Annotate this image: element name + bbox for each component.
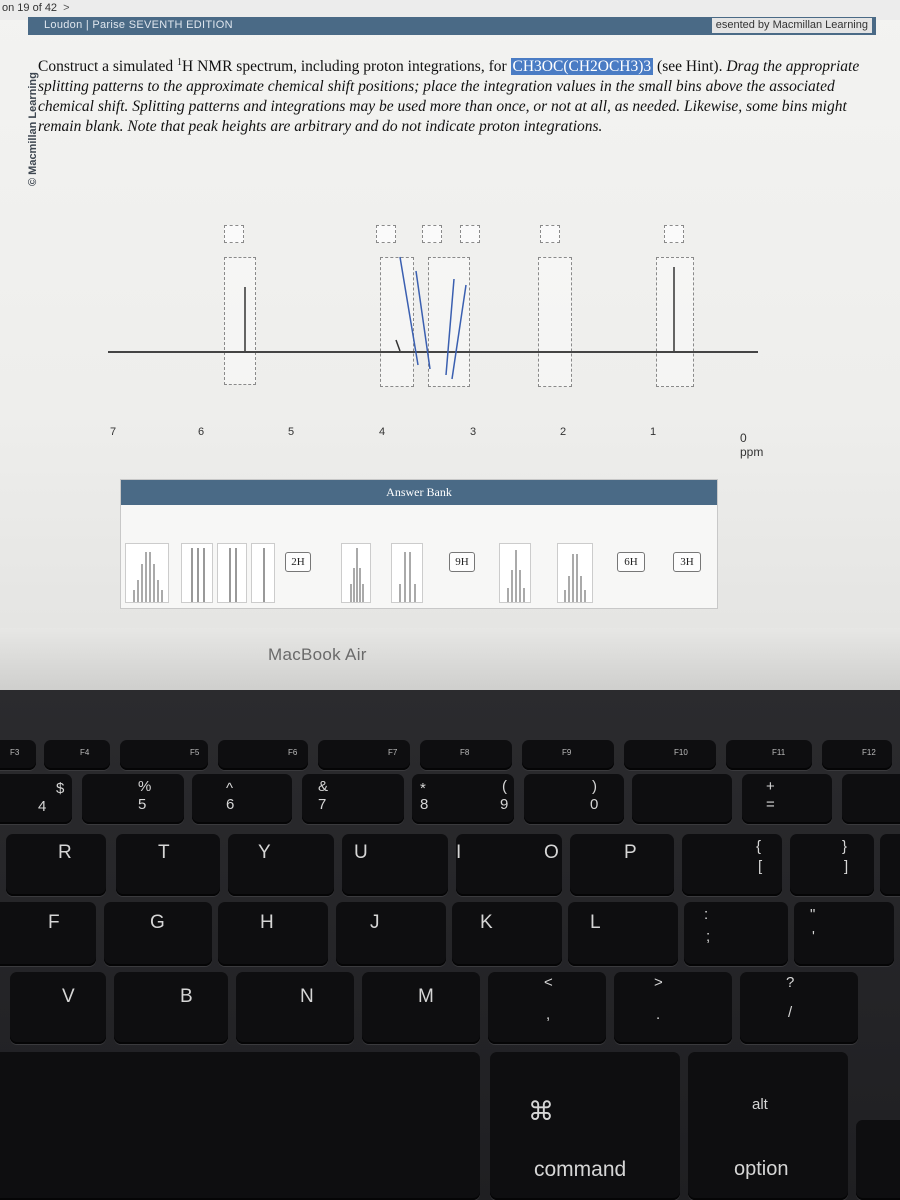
key-label: [	[758, 858, 763, 875]
command-symbol: ⌘	[528, 1096, 554, 1126]
key-label: 0	[590, 796, 599, 813]
key-j[interactable]	[336, 902, 446, 966]
question-superscript: 1	[177, 57, 183, 68]
key-f3[interactable]	[0, 740, 36, 770]
key-4[interactable]	[0, 774, 72, 824]
key-label: .	[656, 1006, 661, 1023]
answer-bank-items	[121, 505, 717, 609]
key-y[interactable]	[228, 834, 334, 896]
key-g[interactable]	[104, 902, 212, 966]
key-8[interactable]	[412, 774, 514, 824]
integration-chip[interactable]: 3H	[673, 552, 701, 572]
peak-line	[452, 285, 466, 379]
key-u[interactable]	[342, 834, 448, 896]
key-label: 7	[318, 796, 327, 813]
question-part1: Construct a simulated	[38, 58, 178, 76]
key-label: B	[180, 986, 193, 1007]
key-period[interactable]	[614, 972, 732, 1044]
key-v[interactable]	[10, 972, 106, 1044]
key-label: &	[318, 778, 329, 795]
next-question-button[interactable]: >	[63, 2, 70, 14]
multiplet-pattern-icon[interactable]	[125, 543, 169, 603]
ppm-tick: 3	[470, 426, 477, 438]
key-5[interactable]	[82, 774, 184, 824]
key-p[interactable]	[624, 834, 782, 896]
key-label: F	[48, 912, 60, 933]
option-label: option	[734, 1158, 789, 1180]
quartet-pattern-icon[interactable]	[391, 543, 423, 603]
key-label: >	[654, 974, 663, 991]
key-comma[interactable]	[488, 972, 606, 1044]
key-label: +	[766, 778, 775, 795]
key-minus[interactable]	[742, 774, 832, 824]
key-label: F10	[674, 748, 688, 757]
ppm-axis-unit: 0 ppm	[740, 431, 764, 459]
key-label: H	[260, 912, 274, 933]
key-label: Y	[258, 842, 271, 863]
key-0[interactable]	[590, 774, 732, 824]
key-label: F3	[10, 748, 20, 757]
key-f11[interactable]	[726, 740, 812, 770]
peak-line	[446, 279, 454, 375]
peak-line	[416, 271, 430, 369]
key-6[interactable]	[192, 774, 292, 824]
ppm-tick: 5	[288, 426, 295, 438]
key-f12[interactable]	[822, 740, 892, 770]
question-counter	[2, 2, 70, 14]
laptop-keyboard	[0, 690, 900, 1200]
key-f10[interactable]	[624, 740, 716, 770]
key-t[interactable]	[116, 834, 220, 896]
question-text	[38, 53, 868, 137]
key-label: F9	[562, 748, 572, 757]
key-label: 8	[420, 796, 429, 813]
singlet-pattern-icon[interactable]	[251, 543, 275, 603]
key-label: F4	[80, 748, 90, 757]
peak-line	[396, 340, 400, 351]
key-left-bracket[interactable]	[756, 834, 874, 896]
key-semicolon[interactable]	[684, 902, 788, 966]
publisher-credit: esented by Macmillan Learning	[712, 18, 872, 33]
key-o[interactable]	[544, 834, 674, 896]
key-label: $	[56, 780, 65, 797]
key-label: 5	[138, 796, 147, 813]
key-f8[interactable]	[420, 740, 512, 770]
key-label: =	[766, 796, 775, 813]
ppm-tick: 2	[560, 426, 567, 438]
key-n[interactable]	[236, 972, 354, 1044]
key-label: K	[480, 912, 493, 933]
key-f[interactable]	[0, 902, 96, 966]
key-label: {	[756, 838, 762, 855]
key-label: /	[788, 1004, 793, 1021]
key-label: *	[420, 780, 426, 797]
key-k[interactable]	[452, 902, 562, 966]
key-label: P	[624, 842, 637, 863]
key-slash[interactable]	[740, 972, 858, 1044]
key-label: F6	[288, 748, 298, 757]
key-label: F12	[862, 748, 876, 757]
key-space[interactable]	[0, 1052, 480, 1200]
doublet-pattern-icon[interactable]	[217, 543, 247, 603]
key-f4[interactable]	[44, 740, 110, 770]
key-f6[interactable]	[218, 740, 308, 770]
key-label: F11	[772, 748, 786, 757]
answer-bank	[120, 479, 718, 609]
key-label: M	[418, 986, 434, 1007]
key-option[interactable]	[688, 1052, 848, 1200]
ppm-tick: 1	[650, 426, 657, 438]
key-b[interactable]	[114, 972, 228, 1044]
integration-chip[interactable]: 6H	[617, 552, 645, 572]
compound-formula: CH3OC(CH2OCH3)3	[512, 58, 652, 76]
key-label: J	[370, 912, 380, 933]
key-right-bracket[interactable]	[842, 834, 900, 896]
key-m[interactable]	[362, 972, 480, 1044]
key-label: }	[842, 838, 848, 855]
key-quote[interactable]	[794, 902, 894, 966]
key-label: %	[138, 778, 152, 795]
key-label: I	[456, 842, 462, 863]
key-label: F5	[190, 748, 200, 757]
key-label: U	[354, 842, 368, 863]
key-label: L	[590, 912, 601, 933]
key-7[interactable]	[302, 774, 404, 824]
key-label: R	[58, 842, 72, 863]
key-label: ?	[786, 974, 795, 991]
vertical-copyright: © Macmillan Learning	[27, 72, 39, 186]
key-label: F8	[460, 748, 470, 757]
key-f5[interactable]	[120, 740, 208, 770]
question-part3: (see Hint).	[653, 58, 727, 76]
key-label: N	[300, 986, 314, 1007]
key-label: ,	[546, 1006, 551, 1023]
question-counter-text: on 19 of 42	[2, 2, 58, 14]
key-label: )	[592, 778, 597, 795]
placed-peak-lines	[100, 215, 760, 415]
option-top-label: alt	[752, 1096, 768, 1113]
key-label: :	[704, 906, 709, 923]
pentet-pattern-icon[interactable]	[499, 543, 531, 603]
key-9[interactable]	[500, 774, 624, 824]
command-label: command	[534, 1158, 627, 1181]
key-l[interactable]	[568, 902, 678, 966]
key-f9[interactable]	[522, 740, 614, 770]
triplet-pattern-icon[interactable]	[181, 543, 213, 603]
key-label: ]	[844, 858, 849, 875]
ppm-tick: 4	[379, 426, 386, 438]
key-label: O	[544, 842, 559, 863]
device-label: MacBook Air	[268, 645, 367, 664]
integration-chip[interactable]: 2H	[285, 552, 311, 572]
key-label: "	[810, 906, 816, 923]
question-part2: H NMR spectrum, including proton integrations, for	[182, 58, 511, 76]
book-banner	[28, 17, 876, 35]
ppm-tick: 6	[198, 426, 205, 438]
peak-line	[400, 257, 418, 365]
key-label: '	[812, 928, 815, 945]
key-label: V	[62, 986, 75, 1007]
key-label: T	[158, 842, 170, 863]
key-label: (	[502, 778, 507, 795]
key-r[interactable]	[6, 834, 106, 896]
key-label: <	[544, 974, 553, 991]
integration-chip[interactable]: 9H	[449, 552, 475, 572]
key-equals[interactable]	[842, 774, 900, 824]
key-label: ;	[706, 928, 711, 945]
key-arrow-left[interactable]	[856, 1120, 900, 1200]
septet-pattern-icon[interactable]	[341, 543, 371, 603]
sextet-pattern-icon[interactable]	[557, 543, 593, 603]
key-label: ^	[226, 780, 234, 797]
answer-bank-title: Answer Bank	[121, 480, 717, 505]
screen-bezel	[0, 628, 900, 690]
key-f7[interactable]	[318, 740, 410, 770]
nmr-spectrum	[100, 215, 764, 459]
ppm-tick: 7	[110, 426, 117, 438]
question-instructions: Drag the appropriate splitting patterns to the approximate chemical shift positions; place the integration values in the small bins above the associated chemical shift. Splitting patterns and integrations may be used more than once, or not at all, as needed. Likewise, some bins might remain blank. Note that peak heights are arbitrary and do not indicate proton integrations.	[38, 58, 860, 136]
key-command[interactable]	[490, 1052, 680, 1200]
key-label: G	[150, 912, 165, 933]
key-label: 4	[38, 798, 47, 815]
book-title: Loudon | Parise SEVENTH EDITION	[44, 19, 233, 31]
key-label: F7	[388, 748, 398, 757]
key-label: 9	[500, 796, 509, 813]
key-label: 6	[226, 796, 235, 813]
key-h[interactable]	[218, 902, 328, 966]
